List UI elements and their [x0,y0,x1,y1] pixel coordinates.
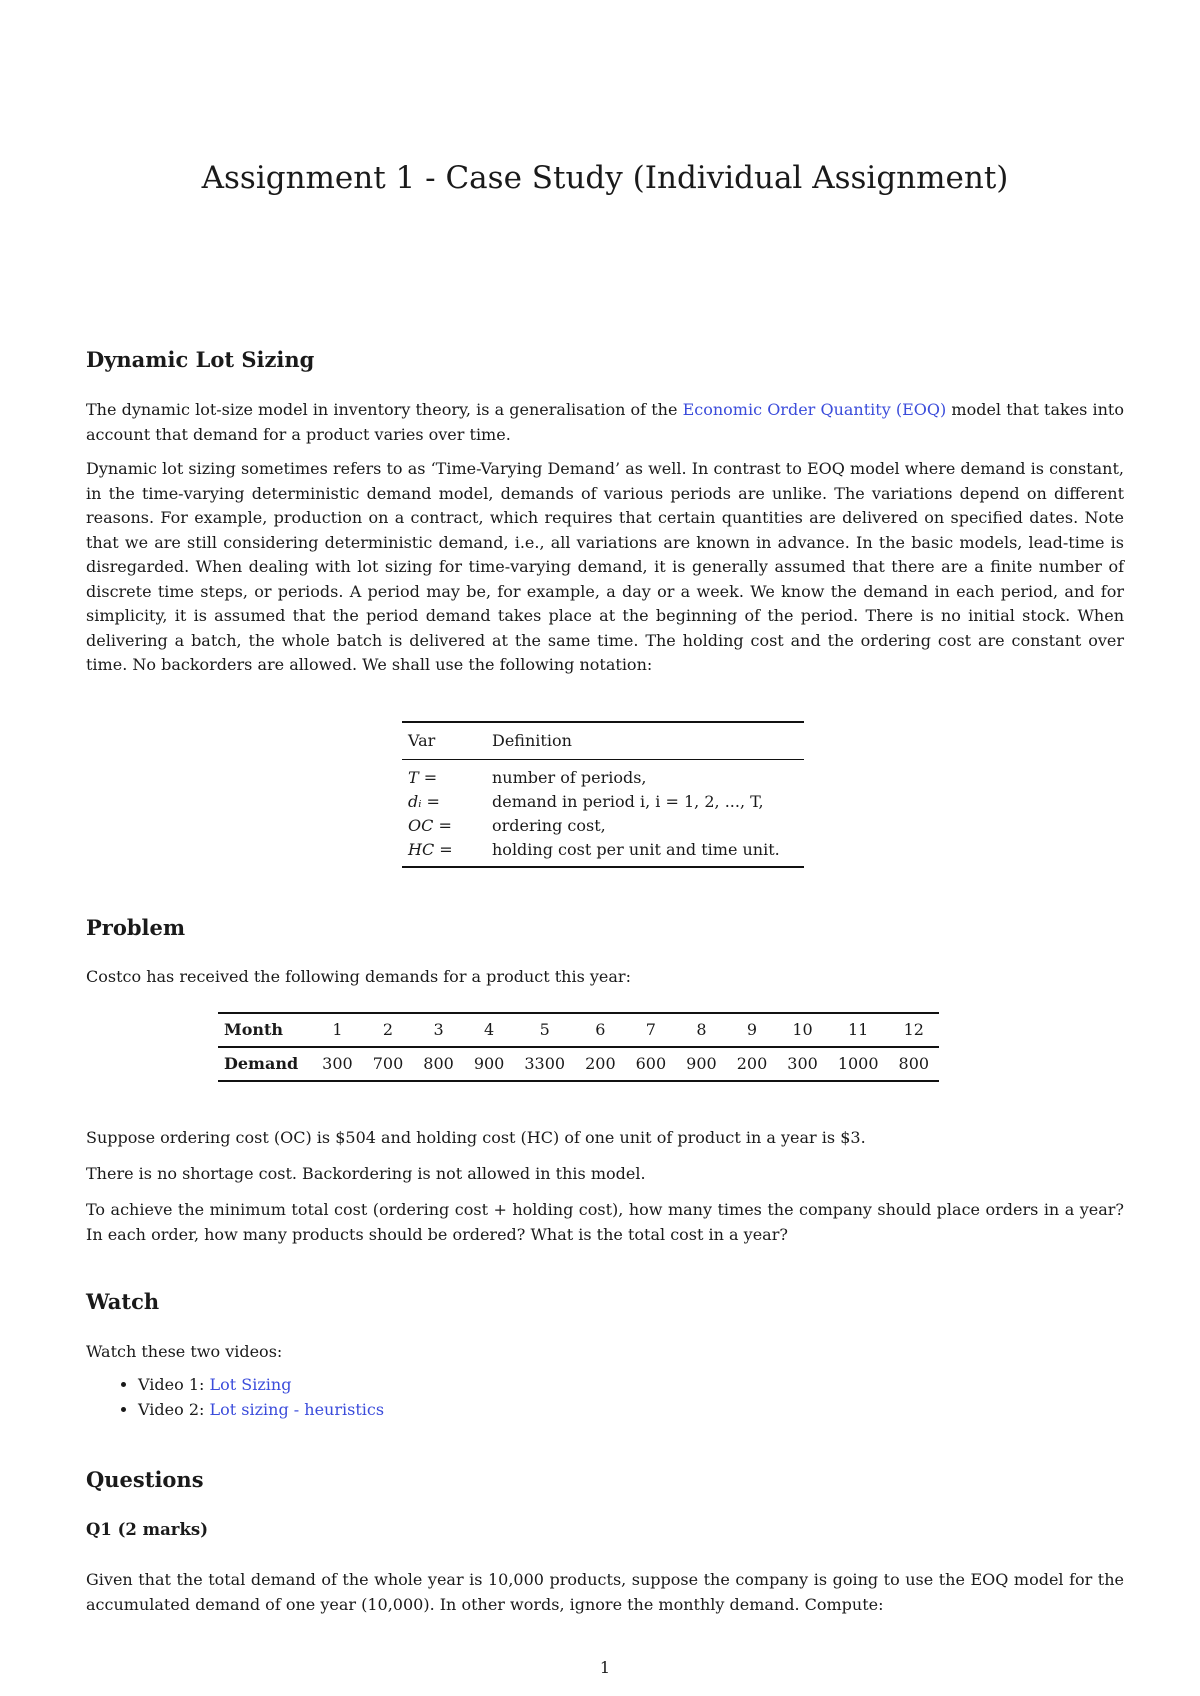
document-title: Assignment 1 - Case Study (Individual Assignment) [201,160,1009,196]
notation-row [402,760,804,791]
demand-row-label: Demand [224,1054,299,1073]
demand-cell: 700 [372,1054,404,1073]
demand-table-month-row [218,1013,939,1047]
demand-cell: 800 [423,1054,454,1073]
demand-cell: 600 [635,1054,667,1073]
paragraph-time-varying-demand: Dynamic lot sizing sometimes refers to as ‘Time-Varying Demand’ as well. In contrast to EOQ model where demand is constant, in the time-varying deterministic demand model, demands of various periods are unlike. The variations depend on different reasons. For example, production on a contract, which requires that certain quantities are delivered on specified dates. Note that we are still considering deterministic demand, i.e., all variations are known in advance. In the basic models, lead-time is disregarded. When dealing with lot sizing for time-varying demand, it is generally assumed that there are a finite number of discrete time steps, or periods. A period may be, for example, a day or a week. We know the demand in each period, and for simplicity, it is assumed that the period demand takes place at the beginning of the period. There is no initial stock. When delivering a batch, the whole batch is delivered at the same time. The holding cost and the ordering cost are constant over time. No backorders are allowed. We shall use the following notation: [86,459,1124,674]
video-label: Video 1: [138,1375,210,1394]
month-row-label: Month [224,1020,284,1039]
paragraph-problem-question: To achieve the minimum total cost (ordering cost + holding cost), how many times the company should place orders in a year? In each order, how many products should be ordered? What is the total cost in a year? [86,1200,1124,1244]
month-cell: 4 [483,1020,495,1039]
notation-definition: demand in period i, i = 1, 2, ..., T, [492,792,764,811]
paragraph-problem-intro: Costco has received the following demands for a product this year: [86,967,631,986]
month-cell: 1 [332,1020,343,1039]
demand-cell: 1000 [837,1054,879,1073]
month-cell: 10 [792,1020,813,1039]
month-cell: 6 [595,1020,606,1039]
paragraph-no-shortage: There is no shortage cost. Backordering is not allowed in this model. [86,1164,646,1183]
notation-var: T = [408,768,438,787]
demand-cell: 300 [787,1054,818,1073]
page-number: 1 [599,1658,611,1677]
demand-cell: 900 [686,1054,717,1073]
list-item [138,1397,384,1422]
video-link-lot-sizing[interactable]: Lot Sizing [209,1375,292,1394]
video-list [108,1372,384,1422]
paragraph-watch-intro: Watch these two videos: [86,1342,283,1361]
video-link-lot-sizing-heuristics[interactable]: Lot sizing - heuristics [209,1400,385,1419]
eoq-link[interactable]: Economic Order Quantity (EOQ) [682,400,947,419]
month-cell: 8 [696,1020,707,1039]
list-item [138,1372,384,1397]
demand-cell: 300 [322,1054,353,1073]
notation-definition: holding cost per unit and time unit. [492,840,780,859]
paragraph-cost-assumptions: Suppose ordering cost (OC) is $504 and holding cost (HC) of one unit of product in a year is $3. [86,1128,866,1147]
notation-var: dᵢ = [408,792,440,811]
demand-table [218,1012,939,1082]
section-heading-watch: Watch [86,1289,160,1314]
month-cell: 11 [847,1020,869,1039]
demand-cell: 3300 [524,1054,566,1073]
video-label: Video 2: [138,1400,210,1419]
paragraph-eoq-intro [86,398,1124,447]
month-cell: 3 [433,1020,444,1039]
paragraph-eoq-intro-start: The dynamic lot-size model in inventory theory, is a generalisation of the [86,400,683,419]
notation-header-var: Var [408,731,436,750]
demand-cell: 200 [585,1054,616,1073]
month-cell: 2 [382,1020,394,1039]
demand-cell: 800 [898,1054,930,1073]
section-heading-questions: Questions [86,1467,204,1492]
demand-cell: 900 [473,1054,505,1073]
notation-header-definition: Definition [492,731,572,750]
demand-cell: 200 [736,1054,768,1073]
notation-row [402,814,804,838]
question-1-heading: Q1 (2 marks) [86,1520,209,1539]
notation-definition: ordering cost, [492,816,606,835]
notation-table [402,721,804,868]
notation-var: HC = [408,840,453,859]
notation-row [402,838,804,867]
section-heading-dynamic-lot-sizing: Dynamic Lot Sizing [86,347,315,372]
notation-row [402,790,804,814]
paragraph-question-1: Given that the total demand of the whole year is 10,000 products, suppose the company is going to use the EOQ model for the accumulated demand of one year (10,000). In other words, ignore the monthly demand. Compute: [86,1570,1124,1614]
month-cell: 7 [645,1020,656,1039]
notation-definition: number of periods, [492,768,647,787]
month-cell: 5 [539,1020,550,1039]
paragraph-eoq-intro-end: model that takes into account that demand for a product varies over time. [86,400,1124,444]
demand-table-demand-row [218,1047,939,1081]
month-cell: 12 [903,1020,924,1039]
notation-header-row [402,722,804,760]
section-heading-problem: Problem [86,915,186,940]
notation-var: OC = [408,816,452,835]
month-cell: 9 [746,1020,758,1039]
